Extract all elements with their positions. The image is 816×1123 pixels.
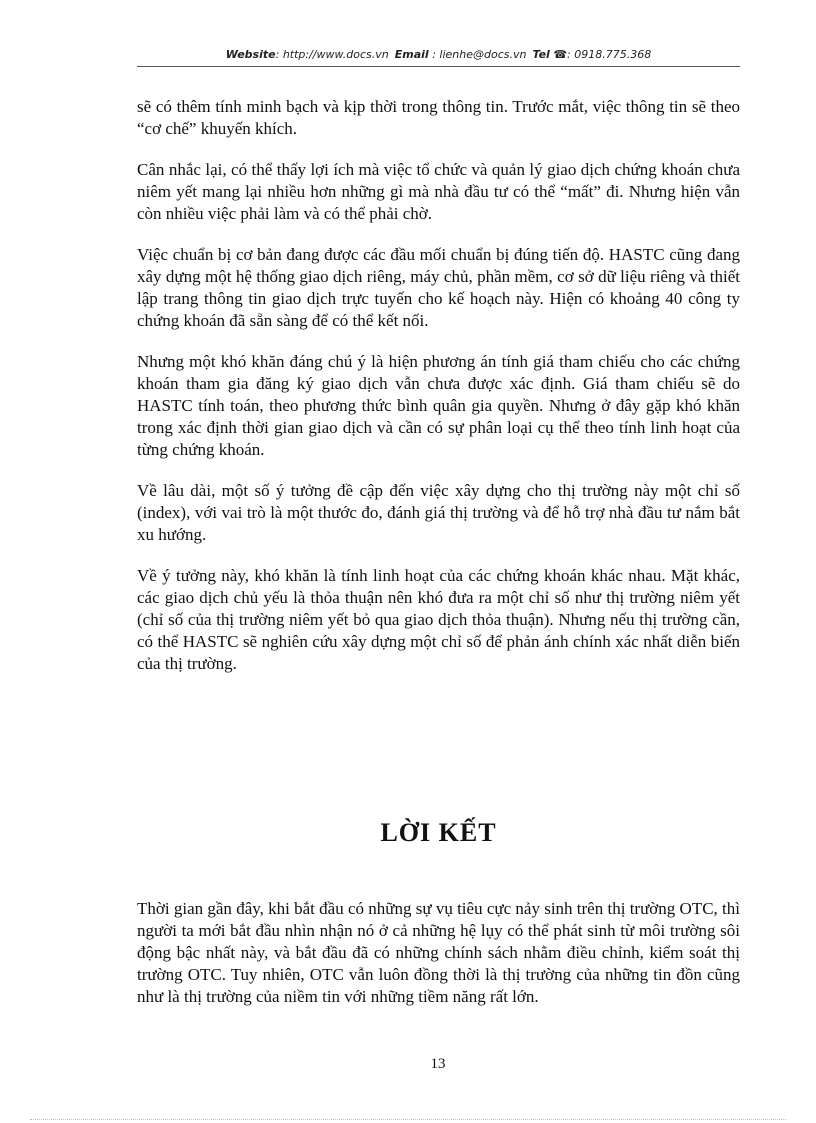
body-text (137, 96, 740, 694)
page-bottom-edge (30, 1119, 786, 1120)
phone-icon: ☎ (553, 48, 568, 61)
paragraph: Nhưng một khó khăn đáng chú ý là hiện phương án tính giá tham chiếu cho các chứng khoán tham gia đăng ký giao dịch vẫn chưa được xác định. Giá tham chiếu sẽ do HASTC tính toán, theo phương thức bình quân gia quyền. Nhưng ở đây gặp khó khăn trong xác định thời gian giao dịch và cần có sự phân loại cụ thể theo tính linh hoạt của từng chứng khoán. (137, 352, 740, 459)
email-separator: : (428, 48, 440, 61)
tel-separator: : (567, 48, 575, 61)
paragraph: sẽ có thêm tính minh bạch và kịp thời trong thông tin. Trước mắt, việc thông tin sẽ theo “cơ chế” khuyến khích. (137, 97, 740, 138)
email-address[interactable]: lienhe@docs.vn (439, 48, 527, 61)
paragraph: Việc chuẩn bị cơ bản đang được các đầu mối chuẩn bị đúng tiến độ. HASTC cũng đang xây dựng một hệ thống giao dịch riêng, máy chủ, phần mềm, cơ sở dữ liệu riêng và thiết lập trang thông tin giao dịch trực tuyến cho kế hoạch này. Hiện có khoảng 40 công ty chứng khoán đã sẵn sàng để có thể kết nối. (137, 245, 740, 330)
section-heading: LỜI KẾT (380, 818, 497, 847)
page-header (137, 48, 740, 66)
website-separator: : (275, 48, 283, 61)
website-label: Website (225, 48, 276, 61)
paragraph: Về lâu dài, một số ý tưởng đề cập đến việc xây dựng cho thị trường này một chỉ số (index), với vai trò là một thước đo, đánh giá thị trường và để hỗ trợ nhà đầu tư nắm bắt xu hướng. (137, 481, 740, 544)
closing-paragraph: Thời gian gần đây, khi bắt đầu có những sự vụ tiêu cực nảy sinh trên thị trường OTC, thì người ta mới bắt đầu nhìn nhận nó ở cả những hệ lụy có thể phát sinh từ môi trường sôi động bậc nhất này, và bắt đầu đã có những chính sách nhằm điều chỉnh, kiểm soát thị trường OTC. Tuy nhiên, OTC vẫn luôn đồng thời là thị trường của những tin đồn cũng như là thị trường của niềm tin với những tiềm năng rất lớn. (137, 899, 740, 1006)
paragraph: Về ý tưởng này, khó khăn là tính linh hoạt của các chứng khoán khác nhau. Mặt khác, các giao dịch chủ yếu là thỏa thuận nên khó đưa ra một chỉ số như thị trường niêm yết (chỉ số của thị trường niêm yết bỏ qua giao dịch thỏa thuận). Nhưng nếu thị trường cần, có thể HASTC sẽ nghiên cứu xây dựng một chỉ số để phản ánh chính xác nhất diễn biến của thị trường. (137, 566, 740, 673)
tel-label: Tel (532, 48, 550, 61)
email-label: Email (394, 48, 429, 61)
page-number: 13 (430, 1056, 446, 1072)
website-url[interactable]: http://www.docs.vn (282, 48, 389, 61)
paragraph: Cân nhắc lại, có thể thấy lợi ích mà việc tổ chức và quản lý giao dịch chứng khoán chưa niêm yết mang lại nhiều hơn những gì mà nhà đầu tư có thể “mất” đi. Nhưng hiện vẫn còn nhiều việc phải làm và có thể phải chờ. (137, 160, 740, 223)
header-divider (137, 66, 740, 67)
closing-section (137, 898, 740, 1027)
tel-number: 0918.775.368 (574, 48, 652, 61)
